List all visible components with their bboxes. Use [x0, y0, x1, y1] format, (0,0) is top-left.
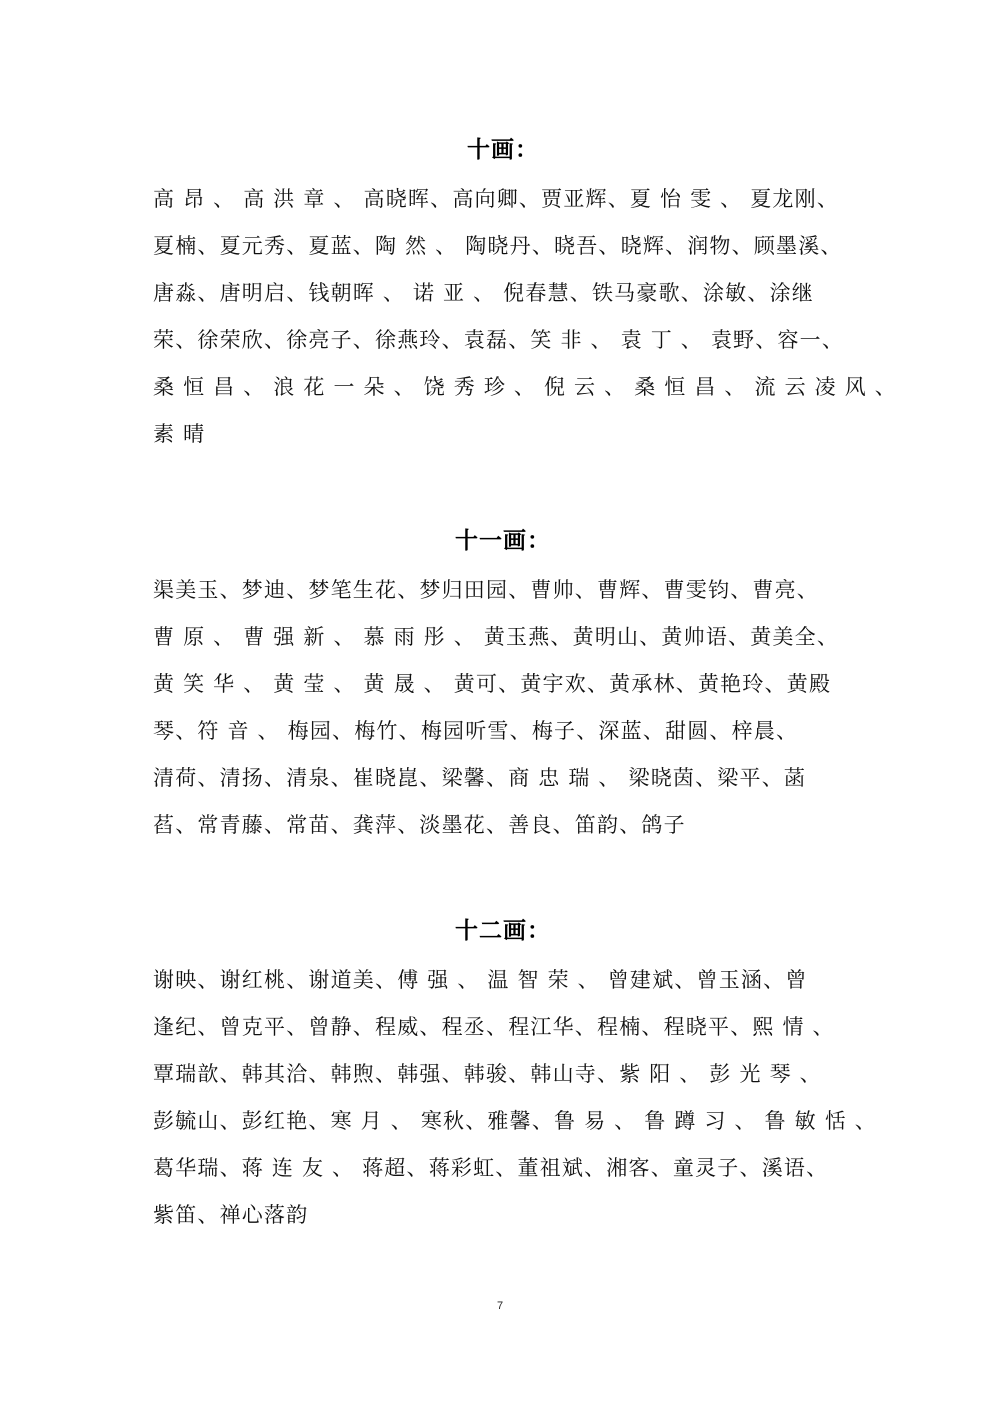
name-line: 覃瑞歆、韩其洽、韩煦、韩强、韩骏、韩山寺、紫 阳 、 彭 光 琴 、 [153, 1062, 822, 1086]
section-twelve-strokes [153, 909, 877, 1239]
name-line: 葛华瑞、蒋 连 友 、 蒋超、蒋彩虹、董祖斌、湘客、童灵子、溪语、 [153, 1156, 829, 1180]
name-list [153, 176, 898, 458]
name-line: 彭毓山、彭红艳、寒 月 、 寒秋、雅馨、鲁 易 、 鲁 蹲 习 、 鲁 敏 恬 、 [153, 1109, 877, 1133]
name-line: 荣、徐荣欣、徐亮子、徐燕玲、袁磊、笑 非 、 袁 丁 、 袁野、容一、 [153, 328, 845, 352]
name-line: 清荷、清扬、清泉、崔晓崑、梁馨、商 忠 瑞 、 梁晓茵、梁平、菡 [153, 766, 807, 790]
name-line: 萏、常青藤、常苗、龚萍、淡墨花、善良、笛韵、鸽子 [153, 813, 686, 837]
name-list [153, 567, 853, 849]
name-line: 渠美玉、梦迪、梦笔生花、梦归田园、曹帅、曹辉、曹雯钧、曹亮、 [153, 578, 819, 602]
name-line: 琴、符 音 、 梅园、梅竹、梅园听雪、梅子、深蓝、甜圆、梓晨、 [153, 719, 799, 743]
section-heading: 十画： [467, 137, 539, 163]
section-ten-strokes [153, 128, 898, 458]
name-line: 高 昂 、 高 洪 章 、 高晓晖、高向卿、贾亚辉、夏 怡 雯 、 夏龙刚、 [153, 187, 840, 211]
section-eleven-strokes [153, 519, 853, 849]
name-line: 夏楠、夏元秀、夏蓝、陶 然 、 陶晓丹、晓吾、晓辉、润物、顾墨溪、 [153, 234, 843, 258]
name-list [153, 957, 877, 1239]
name-line: 谢映、谢红桃、谢道美、傅 强 、 温 智 荣 、 曾建斌、曾玉涵、曾 [153, 968, 808, 992]
section-heading: 十二画： [455, 918, 551, 944]
name-line: 逢纪、曾克平、曾静、程威、程丞、程江华、程楠、程晓平、熙 情 、 [153, 1015, 835, 1039]
name-line: 紫笛、禅心落韵 [153, 1203, 309, 1227]
name-line: 唐淼、唐明启、钱朝晖 、 诺 亚 、 倪春慧、铁马豪歌、涂敏、涂继 [153, 281, 814, 305]
name-line: 素 晴 [153, 422, 206, 446]
section-heading: 十一画： [455, 528, 551, 554]
name-line: 曹 原 、 曹 强 新 、 慕 雨 彤 、 黄玉燕、黄明山、黄帅语、黄美全、 [153, 625, 840, 649]
name-line: 桑 恒 昌 、 浪 花 一 朵 、 饶 秀 珍 、 倪 云 、 桑 恒 昌 、 流 云 凌 风 、 [153, 375, 898, 399]
name-line: 黄 笑 华 、 黄 莹 、 黄 晟 、 黄可、黄宇欢、黄承林、黄艳玲、黄殿 [153, 672, 832, 696]
page-number: 7 [496, 1300, 504, 1312]
